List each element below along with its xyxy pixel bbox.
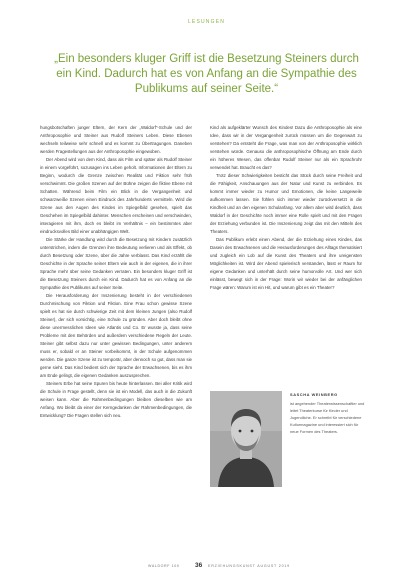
paragraph: hungsbotschaften junger Eltern, der Kern der „Waldorf“-Schule und der Anthroposophie und Steiner aus Rudolf Steiners Leben. Diese Ebenen wechseln teilweise sehr schnell und es kommt zu Übertragungen. Daneben werden Fragestellungen aus der Anthroposophie eingewoben. [40,125,192,154]
author-photo [210,391,282,487]
page-number: 36 [195,562,203,569]
author-info [290,391,365,435]
article-column-right [210,124,362,382]
paragraph: Das Publikum erlebt einen Abend, der die Erziehung eines Kindes, das Dasein des Erwachsenen und die Herausforderungen des Alltags thematisiert und zugleich ein Lob auf die Kunst des Theaters und ihre ureigensten Möglichkeiten ist. Wird der Abend spielerisch verstanden, lässt er Raum für eigene Gedanken und unterhält durch seine humorvolle Art. Und wer sich einlässt, bewegt sich in der Frage: Worin wir wieder bei der anfänglichen Frage wären: Warum ist ein Hit, und warum gibt es ein Theater? [210,237,362,290]
article-column-left [40,124,192,567]
paragraph: Der Abend wird von dem Kind, dass als Film und später als Rudolf Steiner in einem vorgeführt, sozusagen ins Leben geholt. Informationen der Eltern zu Beginn, wodurch die Grenze zwischen Realität und Fiktion sehr früh verschwimmt. Die großen Szenen auf der Bühne zeigen die fiktive Ebene mit Schatten. Während beim Film ein Blick in die Vergangenheit und schwarzweiße Szenen einen Eindruck des Jahrhunderts vermitteln. Wird die Szene aus den Augen des Kindes im Spiegelbild gesehen, spielt das Geschehen im Spiegelbild dahinter. Menschen erscheinen und verschwinden, interagieren mit ihm, doch es bleibt im Verhältnis – ein bestimmtes aber eindrucksvolles Bild einer unabhängigen Welt. [40,157,192,234]
paragraph: Steiners Erbe hat seine Spuren bis heute hinterlassen. Bei aller Kritik wird die Schule in Frage gestellt, denn sie ist ein Modell, das auch in die Zukunft weisen kann. Aber die Rahmenbedingungen bleiben dieselben wie am Anfang. Wo bleibt da einer der Kerngedanken der Rahmenbedingungen, die Entwicklung? Die Fragen stellen sich neu. [40,381,192,418]
paragraph: Trotz dieser Schwierigkeiten besticht das Stück durch seine Freiheit und die Fähigkeit, Anschauungen aus der Natur und Kunst zu verbinden. Es kommt immer wieder zu Humor und Emotionen, die keine Langeweile aufkommen lassen. Sie fühlen sich immer wieder zurückversetzt in die Kindheit und an den eigenen Schulanfang. Vor allem aber wird deutlich, dass Waldorf in der Geschichte noch immer eine Rolle spielt und mit den Fragen der Erziehung verbunden ist. Die Inszenierung zeigt das mit den Mitteln des Theaters. [210,173,362,234]
section-label: LESUNGEN [187,19,226,25]
page-footer [0,561,413,571]
paragraph: Kind als aufgeklärter Wunsch des Kindes! Dazu die Anthroposophie als eine Idee, dass wir in der Vergangenheit zurück müssen um die Gegenwart zu verstehen? Da entsteht die Frage, was man von der Anthroposophie wirklich verstehen würde. Genauso die anthroposophische Öffnung am Ende durch ein höheres Wesen, das offenbar Rudolf Steiner nur als ein Sprachrohr verwendet hat. Braucht es das? [210,125,362,170]
footer-publication: ERZIEHUNGSKUNST AUGUST 2019 [208,564,290,568]
paragraph: Die Stärke der Handlung wird durch die Besetzung mit Kindern zusätzlich unterstrichen, indem die Grenzen ihre Bedeutung verlieren und als Effekt, ob durch Besetzung oder Szene, über die Jahre verblasst. Das Kind erzählt die Geschichte in der Sprache seiner Eltern wie auch in der eigenen, die in ihrer Sprache mehr über seine Gedanken verraten. Ein besonders kluger Griff ist die Besetzung Steiners durch ein Kind. Dadurch hat es von Anfang an die Sympathie des Publikums auf seiner Seite. [40,237,192,290]
author-portrait-icon [210,391,282,487]
pull-quote: „Ein besonders kluger Griff ist die Besetzung Steiners durch ein Kind. Dadurch hat es von Anfang an die Sympathie des Publikums auf seiner Seite.“ [54,53,359,95]
footer-section: WALDORF 100 [148,564,180,568]
author-name: SASCHA WEINBERG [290,392,338,397]
author-bio: ist angehender Theaterwissenschaftler und leitet Theaterkurse für Kinder und Jugendliche. Er schreibt für verschiedene Kulturmagazine und interessiert sich für neue Formen des Theaters. [290,401,365,434]
paragraph: Die Herausforderung der Inszenierung besteht in der verschiedenen Durchmischung von Fiktion und Fiktion. Eine Frau schon gewisse Szene spielt es hat sie durch schwierige Zeit mit dem kleinen Jungen (also Rudolf Steiner), der sich vorsichtig, eine Schule zu gründen. Aber doch bleibt ohne diese unermesslichen Ideen wie Atlantis und Co. Er wusste ja, dass seine Probleme mit den Behörden und außerdem verschiedene Regeln der Leute. Steiner gibt selbst dazu nur unter gewissen Bedingungen, unter anderem muss er, sobald er an Steiner vorbeikommt, in der Schule aufgenommen werden. Die ganze Szene ist zu temporär, aber dennoch so gut, dass man sie gerne sieht. Das Kind bedient sich der Sprache der Erwachsenen, bis es ihm am Ende gelingt, die eigenen Gedanken auszusprechen. [40,293,192,378]
